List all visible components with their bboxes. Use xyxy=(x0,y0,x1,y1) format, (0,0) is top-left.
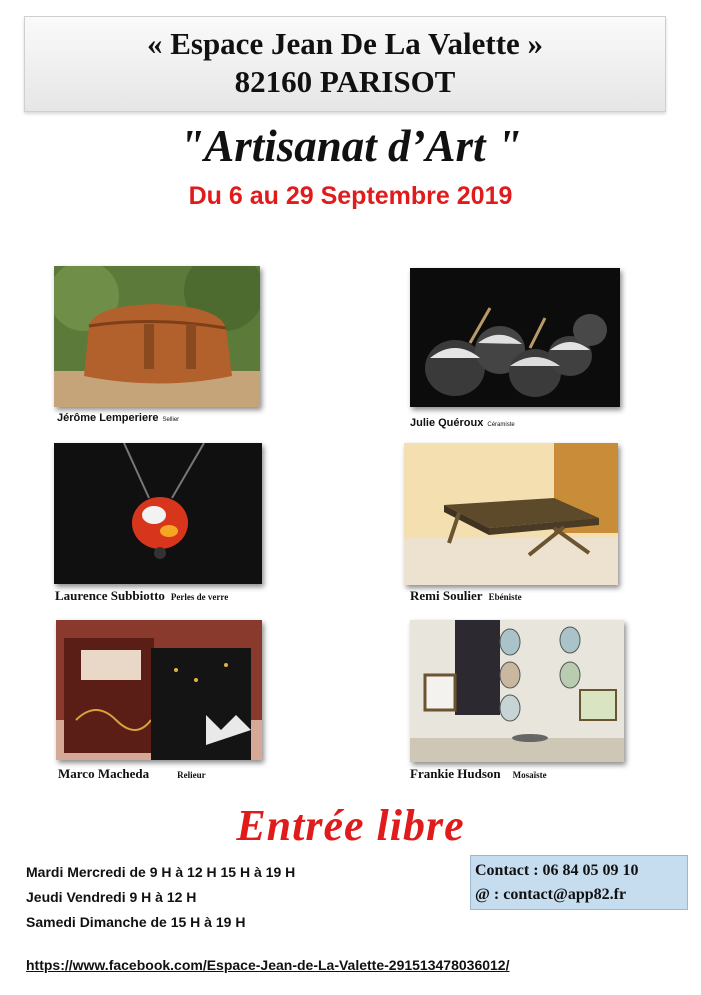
artisan-caption: Frankie Hudson Mosaïste xyxy=(410,766,547,781)
photo-mosaic-exhibit xyxy=(410,620,624,762)
photo-leather-bag xyxy=(54,266,260,407)
artisan-caption: Laurence Subbiotto Perles de verre xyxy=(55,588,229,603)
photo-ceramics xyxy=(410,268,620,407)
photo-wooden-table xyxy=(404,443,618,585)
artisan-caption: Julie Quéroux Céramiste xyxy=(410,417,515,429)
contact-phone: Contact : 06 84 05 09 10 xyxy=(475,862,639,879)
photo-bookbinding xyxy=(56,620,262,760)
event-dates: Du 6 au 29 Septembre 2019 xyxy=(188,182,513,210)
artisan-caption: Remi Soulier Ebéniste xyxy=(410,588,522,603)
venue-name: « Espace Jean De La Valette » xyxy=(146,26,544,61)
artisan-caption: Jérôme Lemperiere Sellier xyxy=(57,412,180,424)
opening-hours xyxy=(26,860,295,935)
free-entry-banner: Entrée libre xyxy=(236,801,465,850)
facebook-link[interactable]: https://www.facebook.com/Espace-Jean-de-La-Valette-291513478036012/ xyxy=(26,957,510,973)
hours-line: Jeudi Vendredi 9 H à 12 H xyxy=(26,889,197,905)
artisan-caption: Marco Macheda Relieur xyxy=(58,766,206,781)
poster-title: "Artisanat d’Art " xyxy=(179,121,522,171)
contact-email: @ : contact@app82.fr xyxy=(475,886,627,903)
hours-line: Samedi Dimanche de 15 H à 19 H xyxy=(26,914,246,930)
contact-box xyxy=(470,855,688,910)
venue-location: 82160 PARISOT xyxy=(234,64,456,99)
header-box xyxy=(24,16,666,112)
hours-line: Mardi Mercredi de 9 H à 12 H 15 H à 19 H xyxy=(26,864,296,880)
photo-glass-pendant xyxy=(54,443,262,584)
